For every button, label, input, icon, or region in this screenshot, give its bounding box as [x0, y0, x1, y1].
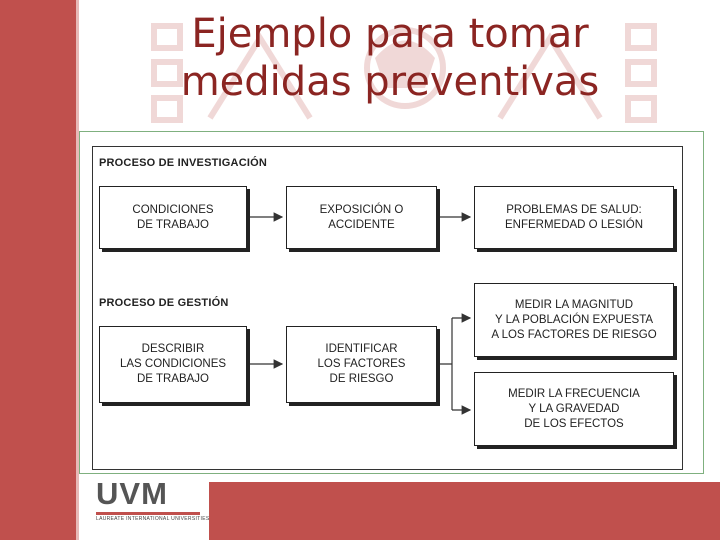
- box-label: PROBLEMAS DE SALUD: ENFERMEDAD O LESIÓN: [504, 203, 644, 231]
- box-label: IDENTIFICAR LOS FACTORES DE RIESGO: [317, 343, 406, 385]
- box-label: MEDIR LA MAGNITUD Y LA POBLACIÓN EXPUESTA A LOS FACTORES DE RIESGO: [491, 298, 657, 341]
- box-describe-conditions: [99, 326, 247, 403]
- box-label: EXPOSICIÓN O ACCIDENTE: [319, 203, 404, 231]
- title-line-2: medidas preventivas: [180, 59, 600, 105]
- box-exposure-accident: [286, 186, 437, 249]
- box-health-problems: [474, 186, 674, 249]
- box-label: DESCRIBIR LAS CONDICIONES DE TRABAJO: [119, 343, 227, 385]
- box-measure-magnitude: [474, 283, 674, 357]
- box-measure-frequency: [474, 372, 674, 446]
- box-label: MEDIR LA FRECUENCIA Y LA GRAVEDAD DE LOS EFECTOS: [508, 387, 640, 430]
- slide-title: [120, 10, 660, 106]
- uvm-logo: [94, 476, 210, 524]
- box-label: CONDICIONES DE TRABAJO: [132, 203, 214, 231]
- logo-divider: [96, 512, 200, 515]
- title-line-1: Ejemplo para tomar: [191, 11, 589, 57]
- bottom-accent-bar: [209, 482, 720, 540]
- left-accent-bar: [0, 0, 76, 540]
- box-identify-risk-factors: [286, 326, 437, 403]
- section-label-investigation: PROCESO DE INVESTIGACIÓN: [99, 157, 267, 169]
- box-working-conditions: [99, 186, 247, 249]
- logo-wordmark: UVM: [96, 476, 168, 511]
- logo-tagline: LAUREATE INTERNATIONAL UNIVERSITIES: [96, 516, 210, 522]
- section-label-management: PROCESO DE GESTIÓN: [99, 297, 229, 309]
